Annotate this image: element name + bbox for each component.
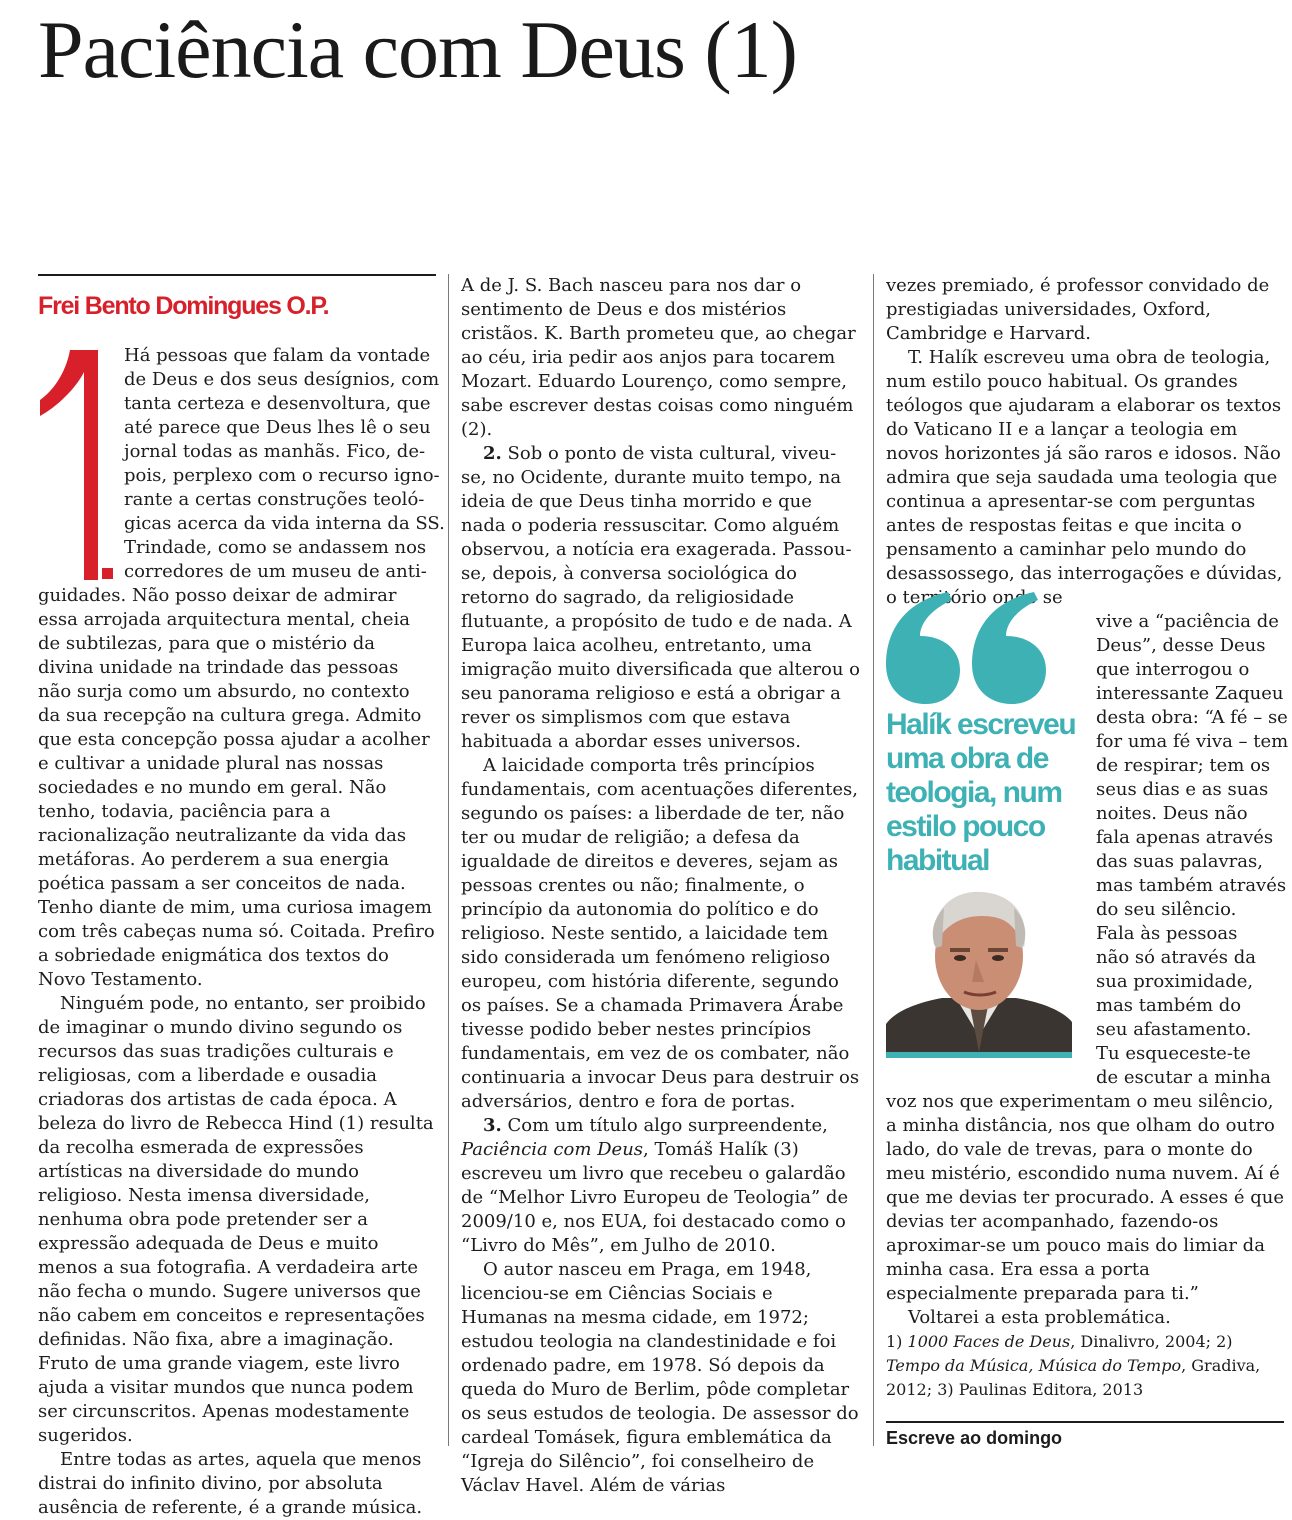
wrap-line: mas também do — [1096, 995, 1242, 1016]
paragraph: voz nos que experimentam o meu silêncio, a minha distância, nos que olham do outro lado, do vale de trevas, para o monte do meu mistério, escondido numa nuvem. Aí é que me devias ter procurado. A esses é que devias ter acompanhado, fazendo-os aproximar-se um pouco mais do limiar da minha casa. Era essa a porta especialmente preparada para ti.” — [886, 1091, 1284, 1304]
paragraph-text: Sob o ponto de vista cultural, viveu-se, no Ocidente, durante muito tempo, na ideia de que Deus tinha morrido e que nada o poderia ressuscitar. Como alguém observou, a notícia era exagerada. Passou-se, depois, à conversa sociológica do retorno do sagrado, da religiosidade flutuante, a propósito de tudo e de nada. A Europa laica acolheu, entretanto, uma imigração muito diversificada que alterou o seu panorama religioso e está a obrigar a rever os simplismos com que estava habituada a abordar esses universos. — [461, 443, 860, 752]
lead-line: corredores de um museu de anti- — [124, 561, 427, 582]
lead-line: Há pessoas que falam da vontade — [124, 345, 431, 366]
wrap-line: fala apenas através — [1096, 827, 1274, 848]
wrap-line: noites. Deus não — [1096, 803, 1248, 824]
author-top-rule — [38, 274, 436, 276]
pull-quote: Halík escreveu uma obra de teologia, num estilo pouco habitual — [886, 708, 1076, 877]
lead-line: tanta certeza e desenvoltura, que — [124, 393, 431, 414]
footnote-title: 1000 Faces de Deus — [907, 1332, 1071, 1351]
wrap-line: sua proximidade, — [1096, 971, 1254, 992]
wrap-line: do seu silêncio. — [1096, 899, 1237, 920]
paragraph-text: Com um título algo surpreendente, — [507, 1115, 828, 1136]
lead-line: pois, perplexo com o recurso igno- — [124, 465, 440, 486]
signoff: Escreve ao domingo — [886, 1428, 1063, 1448]
footnote-text: , Gradiva, 2012; 3) Paulinas Editora, 2013 — [886, 1356, 1261, 1399]
paragraph: Entre todas as artes, aquela que menos distrai do infinito divino, por absoluta ausência de referente, é a grande música. — [38, 1449, 423, 1518]
paragraph: A laicidade comporta três princípios fundamentais, com acentuações diferentes, segundo os países: a liberdade de ter, não ter ou mudar de religião; a defesa da igualdade de direitos e deveres, sejam as pessoas crentes ou não; finalmente, o princípio da autonomia do político e do religioso. Neste sentido, a laicidade tem sido considerada um fenómeno religioso europeu, com história diferente, segundo os países. Se a chamada Primavera Árabe tivesse podido beber nestes princípios fundamentais, em vez de os combater, não continuaria a invocar Deus para destruir os adversários, dentro e fora de portas. — [461, 755, 860, 1112]
wrap-line: não só através da — [1096, 947, 1257, 968]
wrap-line: interessante Zaqueu — [1096, 683, 1284, 704]
footnote-text: 1) — [886, 1332, 908, 1351]
paragraph — [461, 442, 861, 754]
column-divider — [448, 274, 449, 1446]
footnote-text: , Dinalivro, 2004; 2) — [1070, 1332, 1233, 1351]
wrap-line: vive a “paciência de — [1096, 611, 1279, 632]
wrap-line: das suas palavras, — [1096, 851, 1263, 872]
column-1-body — [38, 344, 445, 1520]
book-title: Paciência com Deus — [461, 1139, 644, 1160]
footnote-title: Tempo da Música, Música do Tempo — [886, 1356, 1182, 1375]
paragraph: O autor nasceu em Praga, em 1948, licenciou-se em Ciências Sociais e Humanas na mesma cidade, em 1972; estudou teologia na clandestinidade e foi ordenado padre, em 1978. Só depois da queda do Muro de Berlim, pôde completar os seus estudos de teologia. De assessor do cardeal Tomásek, figura emblemática da “Igreja do Silêncio”, foi conselheiro de Václav Havel. Além de várias — [461, 1259, 859, 1496]
portrait-rule — [886, 1052, 1072, 1058]
section-number: 2. — [483, 443, 502, 464]
paragraph: A de J. S. Bach nasceu para nos dar o sentimento de Deus e dos mistérios cristãos. K. Barth prometeu que, ao chegar ao céu, iria pedir aos anjos para tocarem Mozart. Eduardo Lourenço, como sempre, sabe escrever destas coisas como ninguém (2). — [461, 275, 856, 440]
wrap-line: Fala às pessoas — [1096, 923, 1238, 944]
wrap-line: desta obra: “A fé – se — [1096, 707, 1288, 728]
wrap-line: de respirar; tem os — [1096, 755, 1271, 776]
wrap-line: mas também através — [1096, 875, 1287, 896]
paragraph-text: , Tomáš Halík (3) escreveu um livro que recebeu o galardão de “Melhor Livro Europeu de Teologia” de 2009/10 e, nos EUA, foi destacado como o “Livro do Mês”, em Julho de 2010. — [461, 1139, 849, 1256]
footnotes — [886, 1330, 1284, 1402]
quote-mark-icon — [886, 592, 1048, 704]
lead-line: Trindade, como se andassem nos — [124, 537, 427, 558]
wrap-line: seu afastamento. — [1096, 1019, 1252, 1040]
paragraph: vezes premiado, é professor convidado de prestigiadas universidades, Oxford, Cambridge e Harvard. — [886, 275, 1270, 344]
byline-author: Frei Bento Domingues O.P. — [38, 292, 329, 320]
author-portrait — [886, 886, 1072, 1052]
paragraph — [461, 1114, 861, 1258]
lead-line: rante a certas construções teoló- — [124, 489, 425, 510]
paragraph: guidades. Não posso deixar de admirar essa arrojada arquitectura mental, cheia de subtilezas, para que o mistério da divina unidade na trindade das pessoas não surja como um absurdo, no contexto da sua recepção na cultura grega. Admito que esta concepção possa ajudar a acolher e cultivar a unidade plural nas nossas sociedades e no mundo em geral. Não tenho, todavia, paciência para a racionalização neutralizante da vida das metáforas. Ao perderem a sua energia poética passam a ser conceitos de nada. Tenho diante de mim, uma curiosa imagem com três cabeças numa só. Coitada. Prefiro a sobriedade enigmática dos textos do Novo Testamento. — [38, 585, 435, 990]
paragraph: T. Halík escreveu uma obra de teologia, num estilo pouco habitual. Os grandes teólogos que ajudaram a elaborar os textos do Vaticano II e a lançar a teologia em novos horizontes já são raros e idosos. Não admira que seja saudada uma teologia que continua a apresentar-se com perguntas antes de respostas feitas e que incita o pensamento a caminhar pelo mundo do desassossego, das interrogações e dúvidas, o território onde se — [886, 347, 1283, 608]
lead-line: de Deus e dos seus desígnios, com — [124, 369, 440, 390]
paragraph: Ninguém pode, no entanto, ser proibido de imaginar o mundo divino segundo os recursos das suas tradições culturais e religiosas, com a liberdade e ousadia criadoras dos artistas de cada época. A beleza do livro de Rebecca Hind (1) resulta da recolha esmerada de expressões artísticas na diversidade do mundo religioso. Nesta imensa diversidade, nenhuma obra pode pretender ser a expressão adequada de Deus e muito menos a sua fotografia. A verdadeira arte não fecha o mundo. Sugere universos que não cabem em conceitos e representações definidas. Não fixa, abre a imaginação. Fruto de uma grande viagem, este livro ajuda a visitar mundos que nunca podem ser circunscritos. Apenas modestamente sugeridos. — [38, 993, 434, 1446]
lead-line: gicas acerca da vida interna da SS. — [124, 513, 445, 534]
wrap-line: Tu esqueceste-te — [1096, 1043, 1251, 1064]
page-title: Paciência com Deus (1) — [38, 4, 797, 95]
wrap-line: de escutar a minha — [1096, 1067, 1271, 1088]
section-number: 3. — [483, 1115, 502, 1136]
wrap-line: seus dias e as suas — [1096, 779, 1269, 800]
lead-line: até parece que Deus lhes lê o seu — [124, 417, 431, 438]
paragraph: Voltarei a esta problemática. — [908, 1307, 1171, 1328]
wrap-line: for uma fé viva – tem — [1096, 731, 1289, 752]
column-2-body — [461, 274, 861, 1498]
wrapped-lines — [1096, 610, 1289, 1090]
signoff-rule — [886, 1421, 1284, 1423]
column-divider — [873, 274, 874, 1446]
lead-line: jornal todas as manhãs. Fico, de- — [124, 441, 426, 462]
lead-lines — [38, 344, 445, 584]
wrap-line: que interrogou o — [1096, 659, 1250, 680]
wrap-line: Deus”, desse Deus — [1096, 635, 1266, 656]
